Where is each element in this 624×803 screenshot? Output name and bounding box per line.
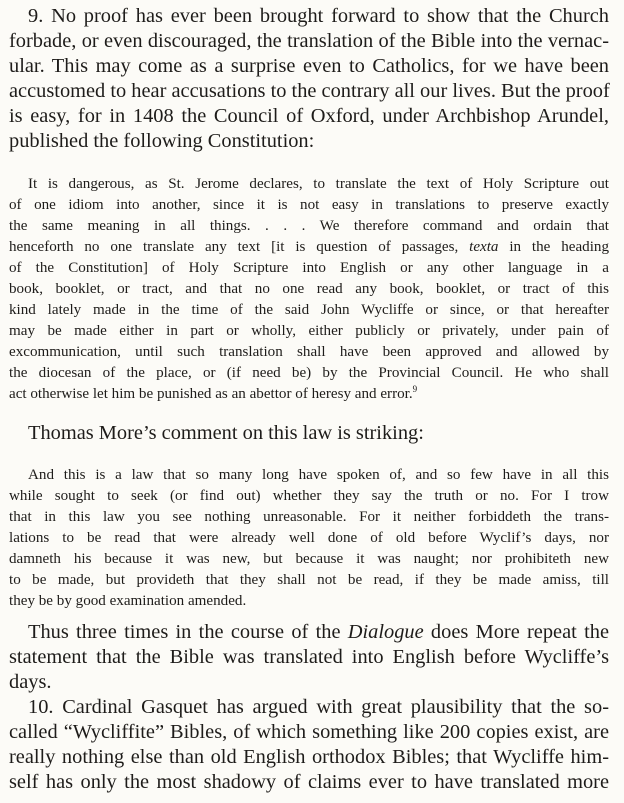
- dialogue-paragraph-line-2: statement that the Bible was translated into English before Wycliffe’s: [9, 646, 609, 668]
- paragraph-10-line-2: called “Wycliffite” Bibles, of which something like 200 copies exist, are: [9, 721, 609, 743]
- constitution-quote-line-2: of one idiom into another, since it is not easy in translations to preserve exactly: [9, 197, 609, 213]
- more-quote-line-2: while sought to seek (or find out) whether they say the truth or no. For I trow: [9, 488, 609, 504]
- texta-italic: texta: [469, 239, 499, 255]
- dialogue-paragraph-line-3: days.: [9, 671, 52, 693]
- constitution-quote-line-8: may be made either in part or wholly, either publicly or privately, under pain of: [9, 323, 609, 339]
- constitution-quote-line-7: kind lately made in the time of the said John Wycliffe or since, or that hereafter: [9, 302, 609, 318]
- more-quote-line-4: lations to be read that were already well done of old before Wyclif’s days, nor: [9, 530, 609, 546]
- more-quote-line-1: And this is a law that so many long have spoken of, and so few have in all this: [28, 467, 609, 483]
- paragraph-9-number: 9.: [28, 5, 44, 27]
- more-quote-line-7: they be by good examination amended.: [9, 593, 247, 609]
- paragraph-9-line-2: forbade, or even discouraged, the translation of the Bible into the vernac-: [9, 30, 609, 52]
- paragraph-10-number: 10.: [28, 696, 54, 718]
- dialogue-title-italic: Dialogue: [347, 621, 424, 643]
- paragraph-9-line-4: accustomed to hear accusations to the contrary all our lives. But the proof: [9, 80, 610, 102]
- footnote-ref-9[interactable]: 9: [412, 384, 418, 394]
- more-comment-intro: Thomas More’s comment on this law is striking:: [28, 422, 424, 444]
- constitution-quote-line-1: It is dangerous, as St. Jerome declares, to translate the text of Holy Scripture out: [28, 176, 609, 192]
- more-quote-line-3: that in this law you see nothing unreasonable. For it neither forbiddeth the trans-: [9, 509, 609, 525]
- paragraph-10-line-4: self has only the most shadowy of claims ever to have translated more: [9, 771, 609, 793]
- constitution-quote-line-9: excommunication, until such translation shall have been approved and allowed by: [9, 344, 609, 360]
- paragraph-9-line-6: published the following Constitution:: [9, 130, 315, 152]
- constitution-quote-line-4: henceforth no one translate any text [it is question of passages, texta in the heading: [9, 239, 609, 255]
- constitution-quote-line-10: the diocesan of the place, or (if need be) by the Provincial Council. He who shall: [9, 365, 609, 381]
- more-quote-line-5: damneth his because it was new, but because it was naught; nor prohibiteth new: [9, 551, 609, 567]
- dialogue-paragraph-line-1: Thus three times in the course of the Dialogue does More repeat the: [28, 621, 609, 643]
- constitution-quote-line-5: of the Constitution] of Holy Scripture into English or any other language in a: [9, 260, 609, 276]
- paragraph-10-line-1: 10. Cardinal Gasquet has argued with great plausibility that the so-: [28, 696, 609, 718]
- more-quote-line-6: to be made, but provideth that they shall not be read, if they be made amiss, till: [9, 572, 609, 588]
- constitution-quote-line-3: the same meaning in all things. . . . We therefore command and ordain that: [9, 218, 609, 234]
- constitution-quote-line-11: act otherwise let him be punished as an abettor of heresy and error.$^9$: [9, 384, 418, 402]
- paragraph-9-line-5: is easy, for in 1408 the Council of Oxford, under Archbishop Arundel,: [9, 105, 609, 127]
- paragraph-9-line-3: ular. This may come as a surprise even to Catholics, for we have been: [9, 55, 609, 77]
- paragraph-10-line-3: really nothing else than old English orthodox Bibles; that Wycliffe him-: [9, 746, 609, 768]
- paragraph-9-line-1: 9. No proof has ever been brought forward to show that the Church: [28, 5, 609, 27]
- constitution-quote-line-6: book, booklet, or tract, and that no one read any book, booklet, or tract of this: [9, 281, 609, 297]
